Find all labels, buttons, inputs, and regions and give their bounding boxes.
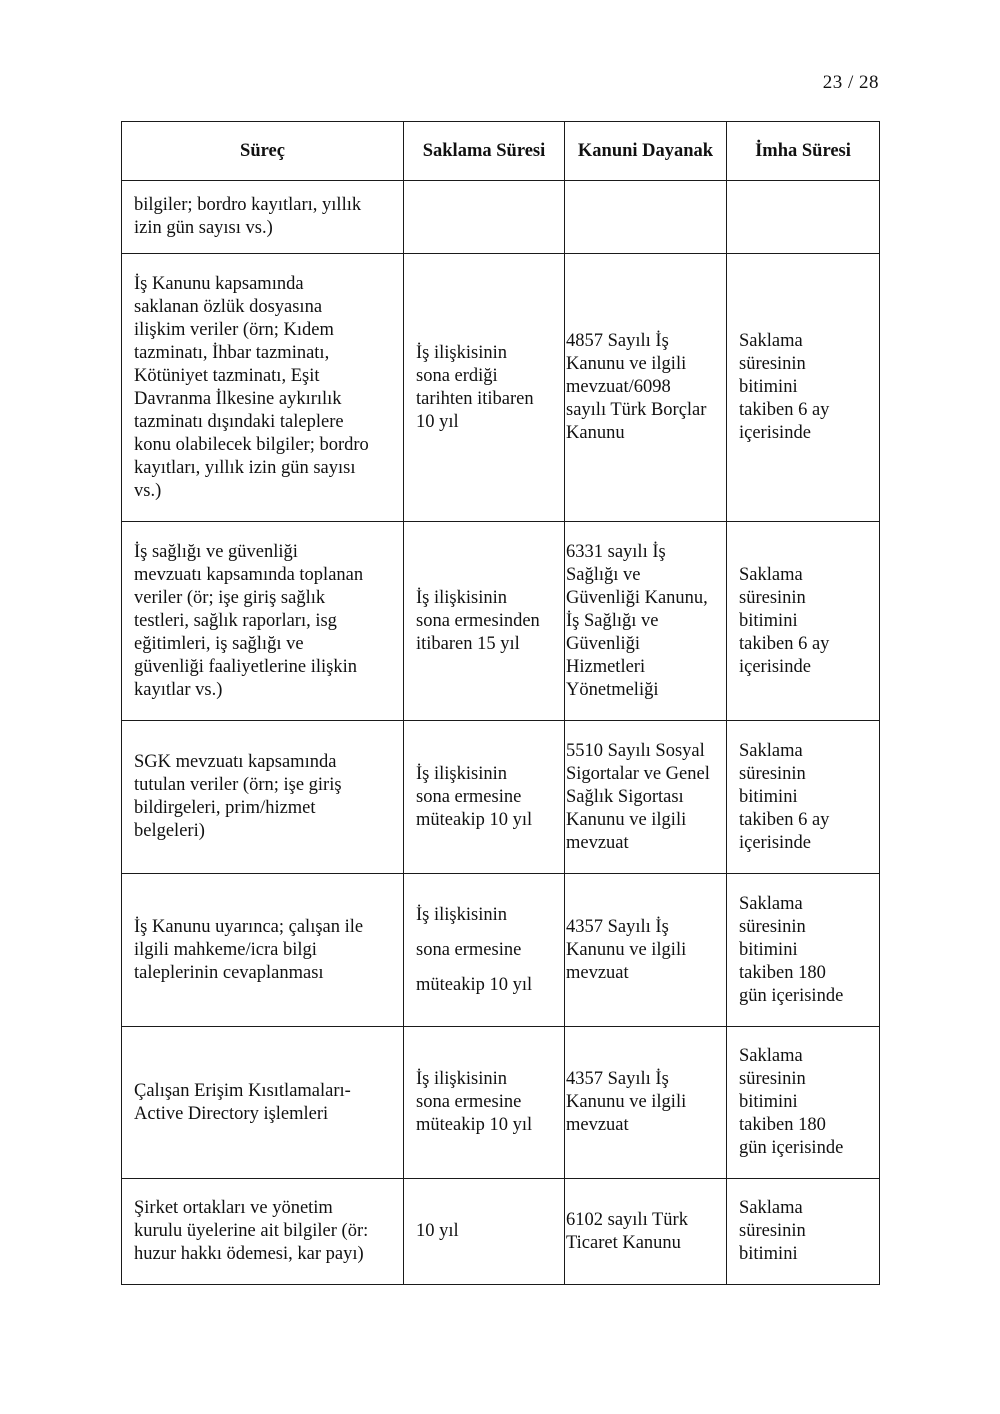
basis-cell — [565, 721, 727, 874]
cell-text-line: kayıtları, yıllık izin gün sayısı — [134, 457, 356, 478]
header-disposal: İmha Süresi — [727, 122, 880, 181]
cell-text-line: 6331 sayılı İş — [566, 541, 666, 562]
cell-text-line: Yönetmeliği — [566, 679, 659, 700]
page-number: 23 / 28 — [822, 72, 879, 93]
cell-text-line: takiben 6 ay — [739, 809, 830, 830]
cell-text-line: 10 yıl — [416, 1221, 459, 1241]
cell-text-line: Saklama — [739, 564, 803, 585]
cell-text-line: konu olabilecek bilgiler; bordro — [134, 434, 369, 455]
cell-text-line: içerisinde — [739, 656, 811, 677]
cell-text-line: testleri, sağlık raporları, isg — [134, 610, 337, 631]
disposal-cell — [727, 721, 880, 874]
cell-text-line: takiben 6 ay — [739, 633, 830, 654]
table-row — [122, 1179, 880, 1285]
cell-text-line: Saklama — [739, 331, 803, 351]
cell-text-line: Kanunu ve ilgili — [566, 809, 687, 830]
cell-text-line: bildirgeleri, prim/hizmet — [134, 798, 316, 818]
cell-text-line: ilişkim veriler (örn; Kıdem — [134, 319, 334, 340]
basis-cell — [565, 254, 727, 522]
cell-text-line: İş Kanunu uyarınca; çalışan ile — [134, 916, 364, 937]
cell-text-line: bitimini — [739, 1092, 798, 1112]
cell-text-line: Saklama — [739, 1046, 803, 1066]
cell-text-line: süresinin — [739, 763, 806, 784]
cell-text-line: takiben 180 — [739, 962, 826, 983]
cell-text-line: bitimini — [739, 377, 798, 397]
header-process: Süreç — [122, 122, 404, 181]
cell-text-line: sona ermesine — [416, 1092, 522, 1112]
cell-text-line: İş ilişkisinin — [416, 904, 507, 925]
cell-text-line: müteakip 10 yıl — [416, 809, 533, 830]
cell-text-line: süresinin — [739, 587, 806, 608]
cell-text-line: tazminatı, İhbar tazminatı, — [134, 342, 330, 363]
cell-text-line: Active Directory işlemleri — [134, 1103, 329, 1124]
cell-text-line: Saklama — [739, 1198, 803, 1218]
table-row — [122, 1027, 880, 1179]
cell-text-line: sona ermesine — [416, 939, 522, 960]
process-cell — [122, 721, 404, 874]
cell-text-line: müteakip 10 yıl — [416, 1115, 533, 1135]
table-row — [122, 522, 880, 721]
cell-text-line: müteakip 10 yıl — [416, 974, 533, 995]
cell-text-line: mevzuat — [566, 1115, 629, 1135]
cell-text-line: huzur hakkı ödemesi, kar payı) — [134, 1244, 364, 1264]
retention-cell — [404, 522, 565, 721]
basis-cell — [565, 1179, 727, 1285]
cell-text-line: kurulu üyelerine ait bilgiler (ör: — [134, 1221, 369, 1241]
cell-text-line: sayılı Türk Borçlar — [566, 400, 707, 420]
cell-text-line: içerisinde — [739, 423, 811, 443]
cell-text-line: mevzuatı kapsamında toplanan — [134, 564, 364, 585]
cell-text-line: süresinin — [739, 354, 806, 374]
cell-text-line: bitimini — [739, 610, 798, 631]
cell-text-line: Sağlığı ve — [566, 564, 641, 585]
process-cell — [122, 1179, 404, 1285]
process-cell — [122, 522, 404, 721]
cell-text-line: 4357 Sayılı İş — [566, 916, 669, 937]
cell-text-line: içerisinde — [739, 832, 811, 853]
cell-text-line: Hizmetleri — [566, 656, 646, 677]
table-row — [122, 181, 880, 254]
cell-text-line: İş sağlığı ve güvenliği — [134, 541, 298, 562]
cell-text-line: Davranma İlkesine aykırılık — [134, 388, 342, 409]
table-row — [122, 254, 880, 522]
cell-text-line: sona ermesine — [416, 786, 522, 807]
retention-cell — [404, 1179, 565, 1285]
retention-cell — [404, 874, 565, 1027]
cell-text-line: Sağlık Sigortası — [566, 786, 684, 807]
cell-text-line: Kanunu ve ilgili — [566, 354, 687, 374]
cell-text-line: 4857 Sayılı İş — [566, 331, 669, 351]
cell-text-line: İş ilişkisinin — [416, 587, 507, 608]
basis-cell — [565, 1027, 727, 1179]
process-cell — [122, 1027, 404, 1179]
cell-text-line: Kötüniyet tazminatı, Eşit — [134, 365, 320, 386]
cell-text-line: veriler (ör; işe giriş sağlık — [134, 587, 326, 608]
cell-text-line: İş Kanunu kapsamında — [134, 273, 304, 294]
cell-text-line: mevzuat — [566, 832, 629, 853]
cell-text-line: ilgili mahkeme/icra bilgi — [134, 939, 317, 960]
process-cell — [122, 181, 404, 254]
cell-text-line: 4357 Sayılı İş — [566, 1069, 669, 1089]
cell-text-line: Kanunu — [566, 423, 625, 443]
cell-text-line: vs.) — [134, 480, 162, 501]
cell-text-line: taleplerinin cevaplanması — [134, 962, 324, 983]
cell-text-line: bitimini — [739, 1244, 798, 1264]
cell-text-line: bitimini — [739, 939, 798, 960]
cell-text-line: belgeleri) — [134, 821, 205, 841]
cell-text-line: Güvenliği Kanunu, — [566, 587, 708, 608]
cell-text-line: sona ermesinden — [416, 610, 540, 631]
retention-cell — [404, 181, 565, 254]
cell-text-line: İş ilişkisinin — [416, 342, 507, 363]
cell-text-line: itibaren 15 yıl — [416, 633, 520, 654]
process-cell — [122, 874, 404, 1027]
cell-text-line: Ticaret Kanunu — [566, 1232, 681, 1253]
cell-text-line: bitimini — [739, 786, 798, 807]
retention-table — [121, 121, 880, 1285]
header-basis: Kanuni Dayanak — [565, 122, 727, 181]
cell-text-line: güvenliği faaliyetlerine ilişkin — [134, 656, 357, 677]
cell-text-line: izin gün sayısı vs.) — [134, 218, 273, 238]
cell-text-line: Güvenliği — [566, 633, 640, 654]
cell-text-line: SGK mevzuatı kapsamında — [134, 752, 337, 772]
retention-cell — [404, 254, 565, 522]
cell-text-line: gün içerisinde — [739, 1138, 844, 1158]
basis-cell — [565, 181, 727, 254]
retention-cell — [404, 1027, 565, 1179]
cell-text-line: tarihten itibaren — [416, 388, 534, 409]
basis-cell — [565, 874, 727, 1027]
cell-text-line: tutulan veriler (örn; işe giriş — [134, 775, 342, 795]
cell-text-line: 6102 sayılı Türk — [566, 1209, 688, 1230]
disposal-cell — [727, 874, 880, 1027]
cell-text-line: Saklama — [739, 893, 803, 914]
cell-text-line: 5510 Sayılı Sosyal — [566, 740, 705, 761]
cell-text-line: kayıtlar vs.) — [134, 679, 223, 700]
header-retention: Saklama Süresi — [404, 122, 565, 181]
cell-text-line: süresinin — [739, 1069, 806, 1089]
process-cell — [122, 254, 404, 522]
cell-text-line: Saklama — [739, 740, 803, 761]
cell-text-line: İş ilişkisinin — [416, 1069, 507, 1089]
cell-text-line: süresinin — [739, 1221, 806, 1241]
cell-text-line: saklanan özlük dosyasına — [134, 296, 323, 317]
cell-text-line: 10 yıl — [416, 411, 459, 432]
cell-text-line: tazminatı dışındaki taleplere — [134, 411, 344, 432]
cell-text-line: bilgiler; bordro kayıtları, yıllık — [134, 195, 362, 215]
cell-text-line: Kanunu ve ilgili — [566, 939, 687, 960]
cell-text-line: sona erdiği — [416, 365, 498, 386]
cell-text-line: takiben 6 ay — [739, 400, 830, 420]
table-header-row — [122, 122, 880, 181]
disposal-cell — [727, 522, 880, 721]
basis-cell — [565, 522, 727, 721]
cell-text-line: takiben 180 — [739, 1115, 826, 1135]
cell-text-line: süresinin — [739, 916, 806, 937]
disposal-cell — [727, 181, 880, 254]
disposal-cell — [727, 1027, 880, 1179]
cell-text-line: mevzuat/6098 — [566, 377, 671, 397]
cell-text-line: Şirket ortakları ve yönetim — [134, 1198, 333, 1218]
cell-text-line: Çalışan Erişim Kısıtlamaları- — [134, 1080, 351, 1101]
cell-text-line: gün içerisinde — [739, 985, 844, 1006]
cell-text-line: mevzuat — [566, 962, 629, 983]
table-row — [122, 721, 880, 874]
cell-text-line: eğitimleri, iş sağlığı ve — [134, 633, 304, 654]
cell-text-line: Sigortalar ve Genel — [566, 763, 710, 784]
cell-text-line: İş ilişkisinin — [416, 763, 507, 784]
disposal-cell — [727, 254, 880, 522]
cell-text-line: İş Sağlığı ve — [566, 610, 659, 631]
cell-text-line: Kanunu ve ilgili — [566, 1092, 687, 1112]
table-row — [122, 874, 880, 1027]
disposal-cell — [727, 1179, 880, 1285]
retention-cell — [404, 721, 565, 874]
